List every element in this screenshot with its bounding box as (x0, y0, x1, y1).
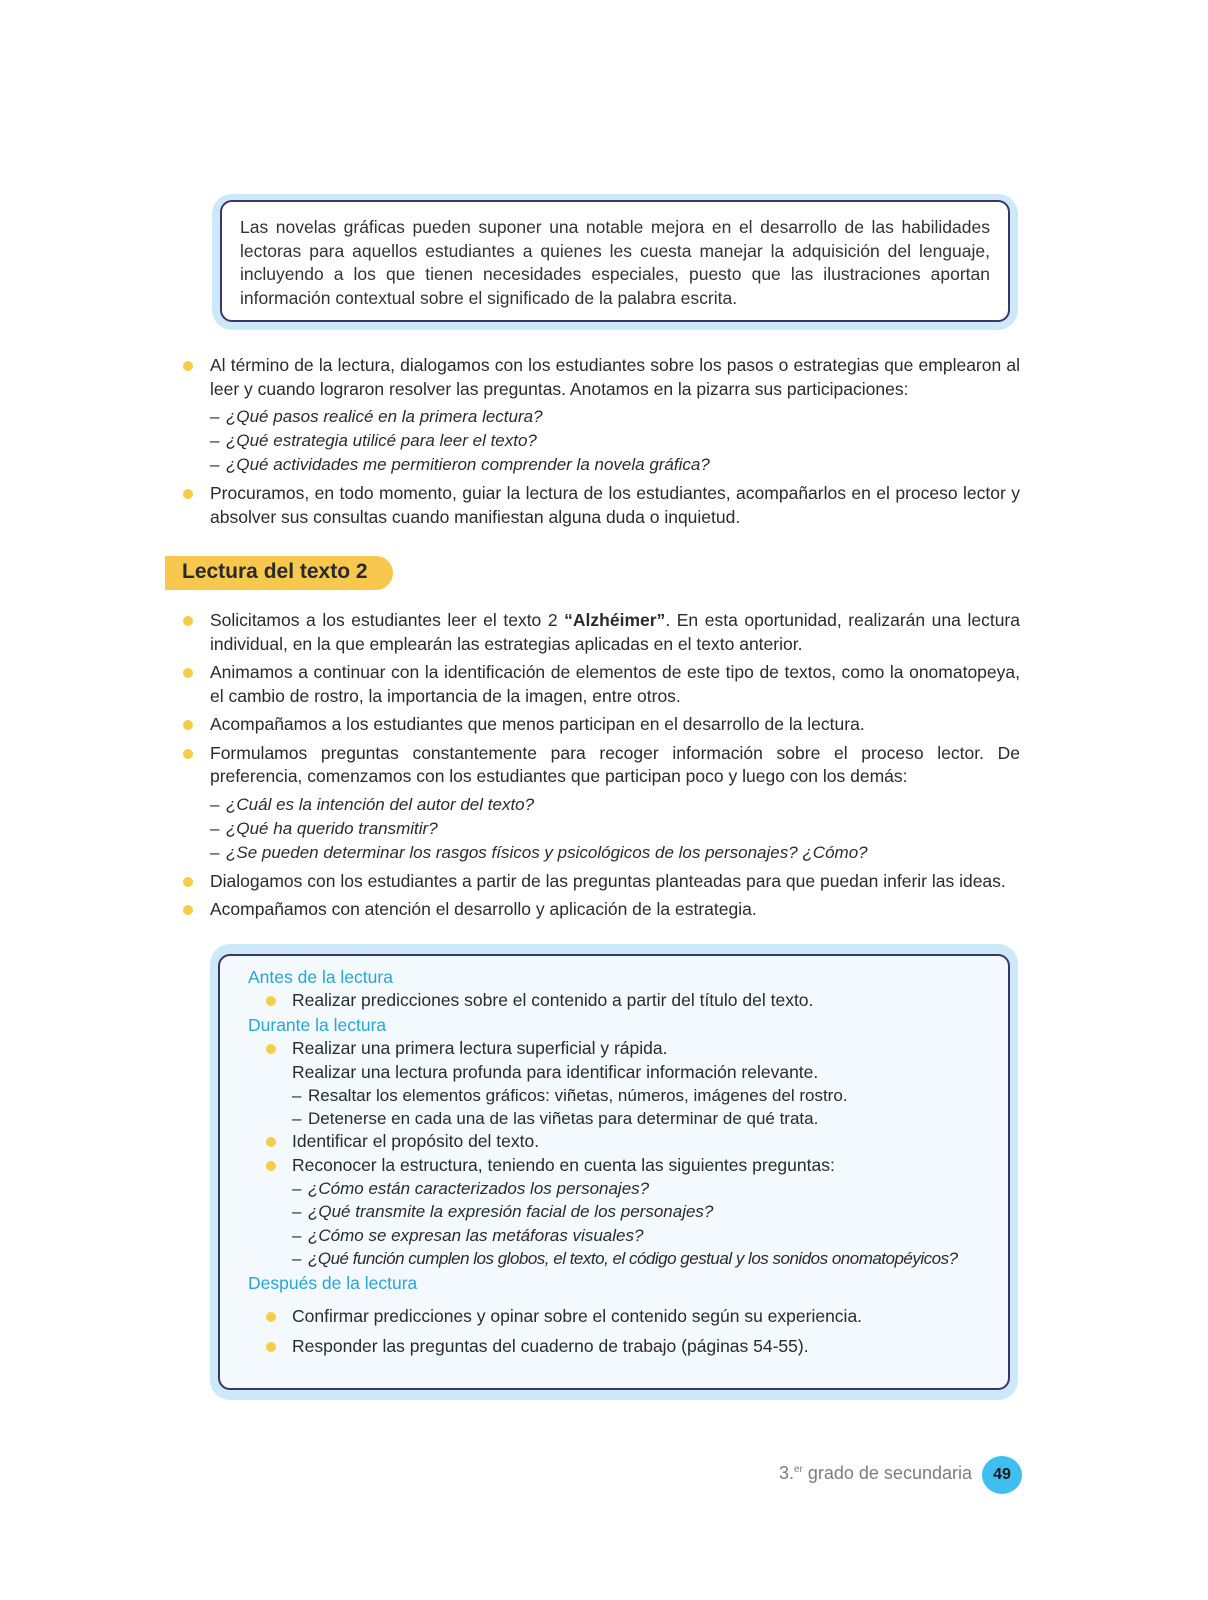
list-item: Reconocer la estructura, teniendo en cuenta las siguientes preguntas: – ¿Cómo están caracterizados los personajes? – ¿Qué transmite la expresión facial de los personajes? – ¿Cómo se expresan las metáforas visuales? – ¿Qué función cumplen los globos, el texto, el código gestual y los sonidos onomatopéyicos? (264, 1154, 1008, 1270)
list-item-text: Formulamos preguntas constantemente para recoger información sobre el proceso lector. De preferencia, comenzamos con los estudiantes que participan poco y luego con los demás: (210, 742, 1020, 786)
question-item: – ¿Se pueden determinar los rasgos físicos y psicológicos de los personajes? ¿Cómo? (210, 842, 868, 862)
list-item: Responder las preguntas del cuaderno de trabajo (páginas 54-55). (264, 1335, 1008, 1358)
footer-grade: 3.$^{er}$ grado de secundaria (778, 1463, 972, 1483)
bullet-icon (266, 1312, 276, 1322)
list-item-text: Al término de la lectura, dialogamos con los estudiantes sobre los pasos o estrategias que emplearon al leer y cuando lograron resolver las preguntas. Anotamos en la pizarra sus participaciones: (210, 355, 1020, 399)
list-item (182, 870, 1020, 894)
bullet-icon (266, 996, 276, 1006)
stage-list-before (248, 989, 1008, 1012)
question-item: – ¿Cómo se expresan las metáforas visuales? (292, 1225, 644, 1245)
question-item: – ¿Qué estrategia utilicé para leer el texto? (210, 431, 537, 450)
intro-box (220, 200, 1010, 322)
section-heading (165, 556, 393, 590)
section-heading-text: Lectura del texto 2 (182, 560, 368, 583)
bullet-icon (183, 668, 193, 678)
list-item (182, 354, 1020, 477)
list-item-text: Procuramos, en todo momento, guiar la lectura de los estudiantes, acompañarlos en el proceso lector y absolver sus consultas cuando manifiestan alguna duda o inquietud. (210, 483, 1020, 527)
bullet-icon (183, 616, 193, 626)
bullet-icon (266, 1044, 276, 1054)
question-item: – ¿Qué actividades me permitieron comprender la novela gráfica? (210, 455, 710, 474)
list-item-text: Acompañamos con atención el desarrollo y aplicación de la estrategia. (210, 899, 757, 919)
bullet-icon (183, 905, 193, 915)
bullet-icon (266, 1342, 276, 1352)
stage-title-during: Durante la lectura (248, 1015, 387, 1036)
bullet-icon (266, 1161, 276, 1171)
bullet-icon (183, 720, 193, 730)
list-item: Realizar predicciones sobre el contenido a partir del título del texto. (264, 989, 1008, 1012)
question-item: – ¿Qué función cumplen los globos, el texto, el código gestual y los sonidos onomatopéyicos? (292, 1248, 958, 1268)
bullet-list-1 (182, 354, 1020, 534)
text-title-bold: “Alzhéimer” (564, 610, 666, 630)
intro-text: Las novelas gráficas pueden suponer una notable mejora en el desarrollo de las habilidades lectoras para aquellos estudiantes a quienes les cuesta manejar la adquisición del lenguaje, incluyendo a los que tienen necesidades especiales, puesto que las ilustraciones aportan información contextual sobre el significado de la palabra escrita. (240, 217, 990, 308)
stage-list-during (248, 1037, 1008, 1270)
bullet-icon (183, 877, 193, 887)
page-number-badge: 49 (982, 1456, 1022, 1494)
list-item (182, 609, 1020, 656)
list-item (182, 482, 1020, 529)
stage-list-after (248, 1305, 1008, 1358)
list-item: Identificar el propósito del texto. (264, 1130, 1008, 1153)
question-list (210, 405, 1020, 477)
bullet-icon (183, 749, 193, 759)
question-item: – ¿Qué ha querido transmitir? (210, 818, 438, 838)
list-item (182, 742, 1020, 865)
list-item-text: Solicitamos a los estudiantes leer el texto 2 “Alzhéimer”. En esta oportunidad, realizarán una lectura individual, en la que emplearán las estrategias aplicadas en el texto anterior. (210, 610, 1020, 654)
list-item-text: Acompañamos a los estudiantes que menos participan en el desarrollo de la lectura. (210, 714, 865, 734)
question-item: – ¿Cuál es la intención del autor del texto? (210, 794, 535, 814)
bullet-icon (183, 489, 193, 499)
sub-item: – Detenerse en cada una de las viñetas para determinar de qué trata. (292, 1109, 819, 1129)
list-item: Confirmar predicciones y opinar sobre el contenido según su experiencia. (264, 1305, 1008, 1328)
question-list (292, 1177, 1008, 1270)
bullet-list-2 (182, 609, 1020, 927)
stage-title-after: Después de la lectura (248, 1273, 418, 1294)
bullet-icon (183, 361, 193, 371)
strategy-box-frame (210, 944, 1018, 1400)
question-list (210, 793, 1020, 865)
intro-box-frame (212, 194, 1018, 330)
sub-item: – Resaltar los elementos gráficos: viñetas, números, imágenes del rostro. (292, 1085, 848, 1105)
bullet-icon (266, 1137, 276, 1147)
list-item (182, 661, 1020, 708)
list-item-text: Dialogamos con los estudiantes a partir de las preguntas planteadas para que puedan inferir las ideas. (210, 870, 1006, 891)
list-item (182, 713, 1020, 737)
question-item: – ¿Qué pasos realicé en la primera lectura? (210, 407, 543, 426)
strategy-box (218, 954, 1010, 1390)
question-item: – ¿Qué transmite la expresión facial de los personajes? (292, 1202, 714, 1222)
question-item: – ¿Cómo están caracterizados los personajes? (292, 1179, 650, 1199)
stage-title-before: Antes de la lectura (248, 967, 393, 987)
list-item: Realizar una primera lectura superficial y rápida. Realizar una lectura profunda para identificar información relevante. – Resaltar los elementos gráficos: viñetas, números, imágenes del rostro. – Detenerse en cada una de las viñetas para determinar de qué trata. (264, 1037, 1008, 1130)
list-item (182, 898, 1020, 922)
list-item-text: Animamos a continuar con la identificación de elementos de este tipo de textos, como la onomatopeya, el cambio de rostro, la importancia de la imagen, entre otros. (210, 662, 1020, 706)
sub-list (292, 1084, 1008, 1131)
